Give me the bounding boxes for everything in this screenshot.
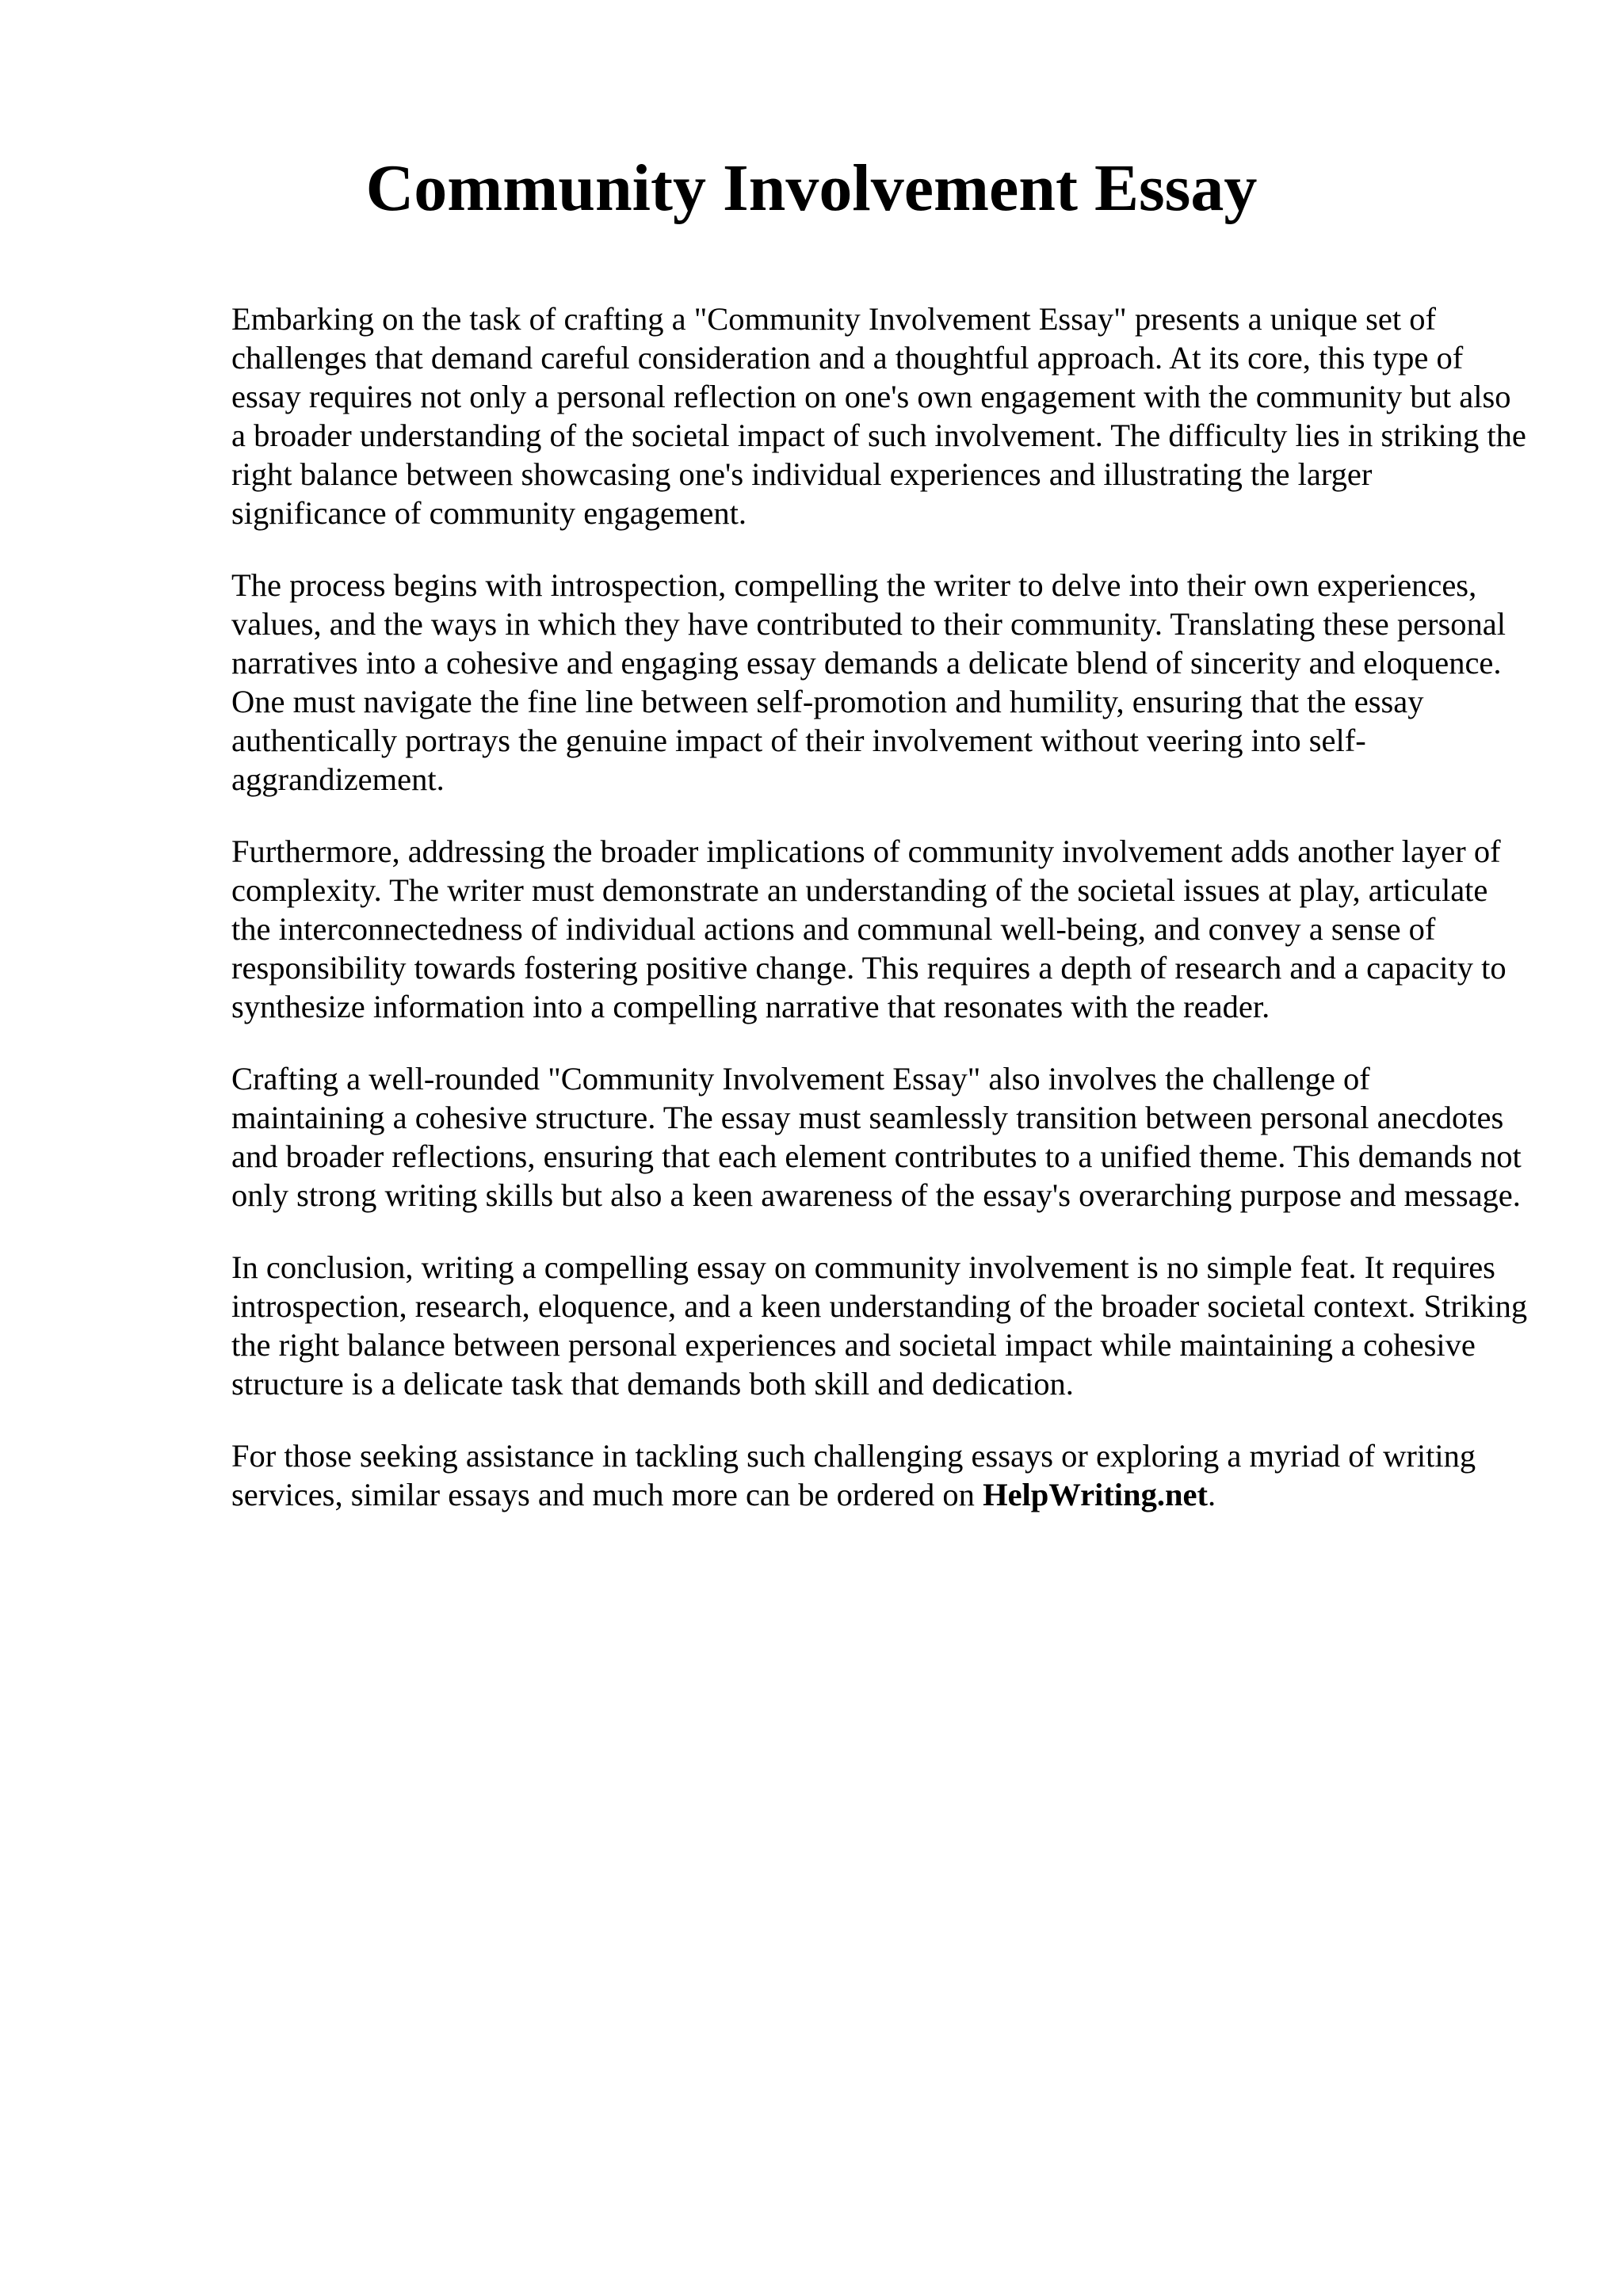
essay-body — [231, 299, 1531, 1514]
closing-paragraph — [231, 1436, 1531, 1514]
closing-text: For those seeking assistance in tackling such challenging essays or exploring a myriad of writing services, similar essays and much more can be ordered on — [231, 1438, 1476, 1512]
brand-name: HelpWriting.net — [983, 1477, 1208, 1512]
page-title: Community Involvement Essay — [365, 151, 1258, 225]
paragraph-5: In conclusion, writing a compelling essay on community involvement is no simple feat. It requires introspection, research, eloquence, and a keen understanding of the broader societal context. Striking the right balance between personal experiences and societal impact while maintaining a cohesive structure is a delicate task that demands both skill and dedication. — [231, 1249, 1528, 1402]
paragraph-2: The process begins with introspection, compelling the writer to delve into their own experiences, values, and the ways in which they have contributed to their community. Translating these personal narratives into a cohesive and engaging essay demands a delicate blend of sincerity and eloquence. One must navigate the fine line between self-promotion and humility, ensuring that the essay authentically portrays the genuine impact of their involvement without veering into self-aggrandizement. — [231, 567, 1507, 797]
closing-period: . — [1207, 1477, 1216, 1512]
paragraph-3: Furthermore, addressing the broader implications of community involvement adds another layer of complexity. The writer must demonstrate an understanding of the societal issues at play, articulate the interconnectedness of individual actions and communal well-being, and convey a sense of responsibility towards fostering positive change. This requires a depth of research and a capacity to synthesize information into a compelling narrative that resonates with the reader. — [231, 833, 1507, 1024]
paragraph-4: Crafting a well-rounded "Community Involvement Essay" also involves the challenge of maintaining a cohesive structure. The essay must seamlessly transition between personal anecdotes and broader reflections, ensuring that each element contributes to a unified theme. This demands not only strong writing skills but also a keen awareness of the essay's overarching purpose and message. — [231, 1061, 1522, 1213]
paragraph-1: Embarking on the task of crafting a "Community Involvement Essay" presents a unique set of challenges that demand careful consideration and a thoughtful approach. At its core, this type of essay requires not only a personal reflection on one's own engagement with the community but also a broader understanding of the societal impact of such involvement. The difficulty lies in striking the right balance between showcasing one's individual experiences and illustrating the larger significance of community engagement. — [231, 301, 1526, 531]
